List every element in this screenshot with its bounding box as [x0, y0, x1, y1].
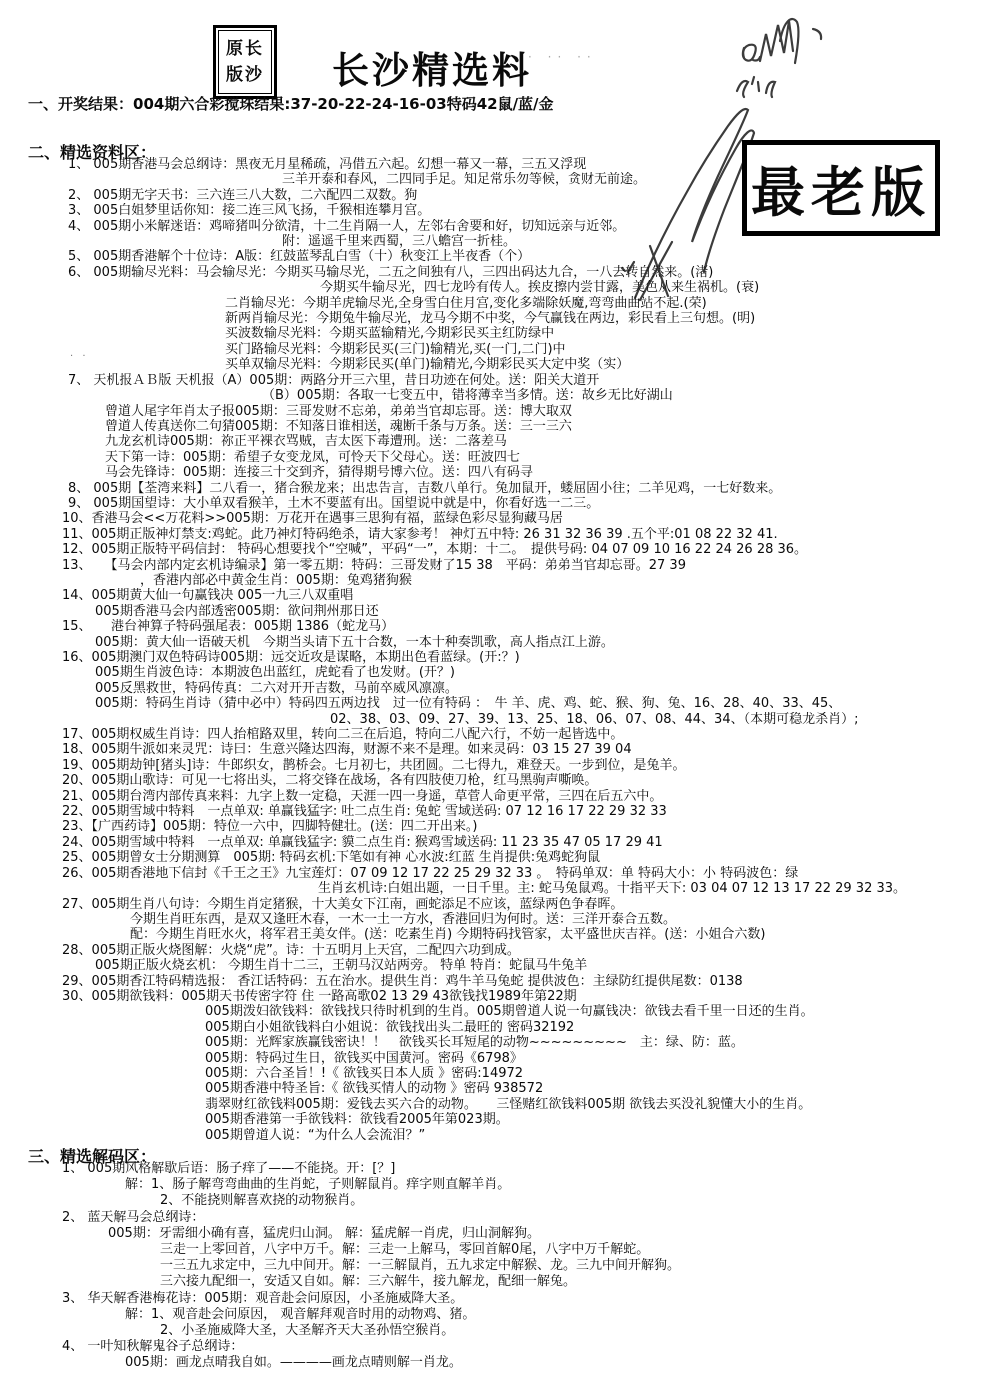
text-line: 29、005期香江特码精选报： 香江话特码：五在治水。提供生肖：鸡牛羊马兔蛇 提供波色：主绿防红提供尾数：0138 [62, 973, 743, 989]
section-3-lines [0, 1161, 985, 1372]
stamp-line-2: 版沙 [226, 65, 264, 85]
text-line: 005反黑救世，特码传真：二六对开开吉数，马前卒威风凛凛。 [95, 680, 458, 696]
text-line: 24、005期雪域中特料 一点单双: 单赢钱猛字: 貘二点生肖: 猴鸡雪域送码: 11 23 35 47 05 17 29 41 [62, 834, 663, 850]
text-line: 今期买牛输尽光，四七龙吟有传人。挨皮擦内尝甘露，美色从来生祸机。(衰) [320, 280, 760, 296]
text-line: 1、 005期风格解歇后语：肠子痒了——不能挠。开：[？] [62, 1161, 396, 1176]
text-line: 2、 005期无字天书：三六连三八大数，二六配四二双数。狗 [68, 187, 418, 203]
text-line: 附：遥遥千里来西蜀，三八蟾宫一折桂。 [282, 234, 517, 250]
text-line: 005期生肖波色诗：本期波色出蓝红，虎蛇看了也发财。(开？) [95, 665, 455, 681]
text-line: 005期香港中特圣旨:《 欲钱买情人的动物 》密码 938572 [205, 1081, 544, 1097]
text-line: 16、005期澳门双色特码诗005期：远交近攻是谋略，本期出色看蓝绿。(开:？) [62, 650, 520, 665]
text-line: 5、 005期香港解个十位诗：A版：红鼓蓝琴乱白雪（十）秋变江上半夜香（个） [68, 249, 531, 265]
text-line: 005期香港第一手欲钱料：欲钱看2005年第023期。 [205, 1112, 509, 1128]
text-line: 三走一上零回首，八字中万千。解：三走一上解马，零回首解0尾，八字中万千解蛇。 [160, 1242, 650, 1258]
text-line: 曾道人传真送你二句猜005期：不知落日谁相送，魂断千条与万条。送：三一三六 [105, 418, 572, 434]
text-line: 曾道人尾字年肖太子报005期：三哥发财不忘弟，弟弟当官却忘哥。送：博大取双 [105, 403, 572, 419]
text-line: 买单双输尽光料：今期彩民买(单门)输精光,今期彩民买大定中奖（实） [225, 357, 630, 373]
text-line: 今期生肖旺东西，是双又逢旺木春，一木一土一方水，香港回归为何时。送：三洋开泰合五数。 [130, 911, 677, 927]
text-line: 005期：画龙点晴我自如。————画龙点晴则解一肖龙。 [125, 1355, 462, 1371]
text-line: 3、 005白姐梦里话你知：接二连三风飞扬，千猴相连攀月宫。 [68, 203, 431, 219]
text-line: 20、005期山歌诗：可见一七将出头，二将交锋在战场，各有四肢使刀枪，红马黑驹声嘶唤。 [62, 773, 598, 789]
text-line: 3、 华天解香港梅花诗：005期：观音赴会问原因，小圣施威降大圣。 [62, 1290, 464, 1306]
text-line: 天下第一诗：005期：希望子女变龙凤，可怜天下父母心。送：旺波四七 [105, 449, 520, 465]
text-line: 解：1、观音赴会问原因， 观音解拜观音时用的动物鸡、猪。 [125, 1306, 476, 1322]
stamp-line-1: 原长 [226, 39, 264, 59]
text-line: 二肖输尽光：今期羊虎输尽光,全身雪白住月宫,变化多端除妖魔,弯弯曲曲站不起.(荣) [225, 295, 707, 311]
oldest-edition-badge: 最老版 [742, 140, 940, 236]
text-line: ，香港内部必中黄金生肖：005期：兔鸡猪狗猴 [140, 572, 412, 588]
text-line: 九龙玄机诗005期：祢正平裸衣骂贼，吉太医下毒遭刑。送：二落差马 [105, 434, 507, 450]
text-line: 三羊开泰和春风，二四同手足。知足常乐勿等候，贪财无前途。 [282, 172, 647, 188]
text-line: 02、38、03、09、27、39、13、25、18、06、07、08、44、34、（本期可稳龙杀肖）; [330, 711, 859, 727]
text-line: 4、 005期小米解迷语：鸡啼猪叫分欲清，十二生肖隔一人，左邻右舍要和好，切知远亲与近邻。 [68, 218, 626, 234]
origin-stamp-box [213, 25, 277, 99]
text-line: 6、 005期输尽光料：马会输尽光：今期买马输尽光，二五之间独有八，三四出码达九合，一八去转自然来。(渚) [68, 264, 714, 280]
text-line: 30、005期欲钱料：005期天书传密字符 住 一路高歌02 13 29 43欲钱找1989年第22期 [62, 988, 577, 1004]
text-line: 12、005期正版特平码信封： 特码心想要找个“空喊”，平码“一”，本期：十二。 提供号码: 04 07 09 10 16 22 24 26 28 36。 [62, 542, 808, 558]
text-line: 一三五九求定中，三九中间开。解：一三解鼠肖，五九求定中解猴、龙。三九中间开解狗。 [160, 1258, 681, 1274]
text-line: 1、 005期香港马会总纲诗：黑夜无月星稀疏，冯借五六起。幻想一幕又一幕，三五又浮现 [68, 157, 587, 172]
text-line: 19、005期劫钟[猪头]诗：牛郎织女，鹊桥会。七月初七，共团圆。二七得九，难登天。一步到位，是兔羊。 [62, 757, 686, 773]
section-2-heading: 二、精选资料区： [28, 143, 157, 162]
text-line: 三六接九配细一，安适又自如。解：三六解牛，接九解龙，配细一解兔。 [160, 1274, 577, 1290]
text-line: 005期香港马会内部透密005期：欲问荆州那日还 [95, 603, 379, 619]
text-line: 25、005期曾女士分期测算 005期: 特码玄机:下笔如有神 心水波:红蓝 生肖提供:兔鸡蛇狗鼠 [62, 850, 601, 866]
text-line: 26、005期香港地下信封《千王之王》九宝莲灯：07 09 12 17 22 25 29 32 33 。 特码单双：单 特码大小：小 特码波色：绿 [62, 865, 799, 881]
text-line: 15、 港台神算子特码强尾表：005期 1386（蛇龙马） [62, 619, 395, 635]
origin-stamp-text [218, 30, 272, 94]
text-line: 22、005期雪域中特料 一点单双: 单赢钱猛字: 吐二点生肖: 兔蛇 雪域送码: 07 12 16 17 22 29 32 33 [62, 804, 667, 820]
text-line: 生肖玄机诗:白姐出题，一日千里。主: 蛇马兔鼠鸡。十指平天下: 03 04 07 12 13 17 22 29 32 33。 [318, 881, 907, 897]
text-line: 005期曾道人说：“为什么人会流泪？” [205, 1127, 426, 1143]
page-title: 长沙精选料 [332, 49, 532, 92]
text-line: 解：1、肠子解弯弯曲曲的生肖蛇，子则解鼠肖。痒字则直解羊肖。 [125, 1177, 511, 1193]
text-line: 2、不能挠则解喜欢挠的动物猴肖。 [160, 1193, 364, 1209]
stray-marks: . . [70, 348, 89, 359]
text-line: 9、 005期国望诗：大小单双看猴羊，土木不要蓝有出。国望说中就是中，你看好选一二三。 [68, 495, 600, 511]
text-line: 配：今期生肖旺水火，将军君王美女伴。(送：吃素生肖) 今期特码找管家，太平盛世庆吉祥。(送：小姐合六数) [130, 927, 766, 943]
text-line: 8、 005期【荃湾来料】二八看一，猪合猴龙来；出忠告言，吉数八单行。兔加鼠开，蝼屈固小往；二羊见鸡，一七好数来。 [68, 480, 782, 496]
draw-result-text: 004期六合彩搅珠结果:37-20-22-24-16-03特码42鼠/蓝/金 [133, 95, 554, 113]
draw-result-line [28, 93, 554, 114]
text-line: 005期：六合圣旨！!《 欲钱买日本人质 》密码:14972 [205, 1065, 524, 1081]
text-line: 4、 一叶知秋解鬼谷子总纲诗： [62, 1339, 244, 1355]
text-line: 翡翠财红欲钱料005期：爱钱去买六合的动物。 三怪赌红欲钱料005期 欲钱去买没礼貌懂大小的生肖。 [205, 1096, 812, 1112]
text-line: 21、005期台湾内部传真来料：九字上数一定稳，天涯一四一身遥，草菅人命更平常，三四在后五六中。 [62, 788, 663, 804]
text-line: 2、小圣施威降大圣，大圣解齐天大圣孙悟空猴肖。 [160, 1323, 455, 1339]
text-line: 18、005期牛派如来灵咒：诗曰：生意兴隆达四海，财源不来不是理。如来灵码：03 15 27 39 04 [62, 742, 632, 758]
text-line: 005期白小姐欲钱料白小姐说：欲钱找出头二最旺的 密码32192 [205, 1019, 575, 1035]
text-line: 005期：特码过生日，欲钱买中国黄河。密码《6798》 [205, 1050, 523, 1066]
text-line: 买波数输尽光料：今期买蓝输精光,今期彩民买主红防绿中 [225, 326, 555, 342]
text-line: 13、 【马会内部内定玄机诗编录】第一零五期：特码：三哥发财了15 38 平码：弟弟当官却忘哥。27 39 [62, 557, 686, 573]
section-3-heading: 三、精选解码区： [28, 1147, 157, 1166]
draw-result-label: 一、开奖结果： [28, 95, 134, 113]
text-line: 005期：光辉家族赢钱密诀！！ 欲钱买长耳短尾的动物~~~~~~~~~ 主：绿、防：蓝。 [205, 1035, 744, 1051]
text-line: 马会先锋诗：005期：连接三十交到齐，猜得期号博六位。送：四八有码寻 [105, 465, 533, 481]
text-line: 23、【广西药诗】005期：特位一六中，四脚特健壮。(送：四二开出来。) [62, 819, 478, 835]
text-line: 005期正版火烧玄机： 今期生肖十二三，王朝马汉站两旁。 特单 特肖：蛇鼠马牛兔羊 [95, 958, 588, 974]
section-2-lines [0, 157, 985, 1143]
text-line: 28、005期正版火烧图解：火烧“虎”。诗：十五明月上天宫，二配四六功到成。 [62, 942, 520, 958]
text-line: 买门路输尽光料：今期彩民买(三门)输精光,买(一门,二门)中 [225, 341, 566, 357]
text-line: 7、 天机报ＡＢ版 天机报（A）005期：两路分开三六里，昔日功迹在何处。送：阳关大道开 [68, 372, 600, 388]
text-line: 17、005期权威生肖诗：四人抬棺路双里，转向二三在后追，特向二八配六行，不妨一起皆选中。 [62, 727, 624, 743]
title-dots: · ·· ·· [528, 50, 597, 64]
text-line: 005期：牙需细小确有喜，猛虎归山洞。 解：猛虎解一肖虎，归山洞解狗。 [108, 1225, 540, 1241]
text-line: 005期：黄大仙一语破天机 今期当头请下五十合数，一本十种奏凯歌，高人指点江上游。 [95, 634, 614, 650]
text-line: 14、005期黄大仙一句赢钱决 005一九三八双重唱 [62, 588, 354, 604]
text-line: （B）005期：各取一七变五中，错将薄幸当多情。送：故乡无比好湖山 [262, 388, 673, 404]
text-line: 10、香港马会<<万花料>>005期：万花开在遇事三思狗有福，蓝绿色彩尽显狗藏马居 [62, 511, 563, 527]
text-line: 11、005期正版神灯禁支:鸡蛇。此乃神灯特码绝杀，请大家参考！ 神灯五中特: 26 31 32 36 39 .五个平:01 08 22 32 41. [62, 526, 778, 542]
text-line: 005期泼妇欲钱料：欲钱找只待时机到的生肖。005期曾道人说一句赢钱决：欲钱去看千里一日还的生肖。 [205, 1004, 814, 1020]
text-line: 005期：特码生肖诗（猜中必中）特码四五两边找 过一位有特码 ： 牛 羊、虎、鸡、蛇、猴、狗、兔、16、28、40、33、45、 [95, 696, 842, 712]
text-line: 2、 蓝天解马会总纲诗： [62, 1209, 205, 1225]
text-line: 27、005期生肖八句诗：今期生肖定猪猴，十大美女下江南，画蛇添足不应该，蓝绿两色争春晖。 [62, 896, 624, 912]
text-line: 新两肖输尽光：今期兔牛输尽光，龙马今期不中奖，今气赢钱在两边，彩民看上三句想。(明) [225, 311, 756, 327]
